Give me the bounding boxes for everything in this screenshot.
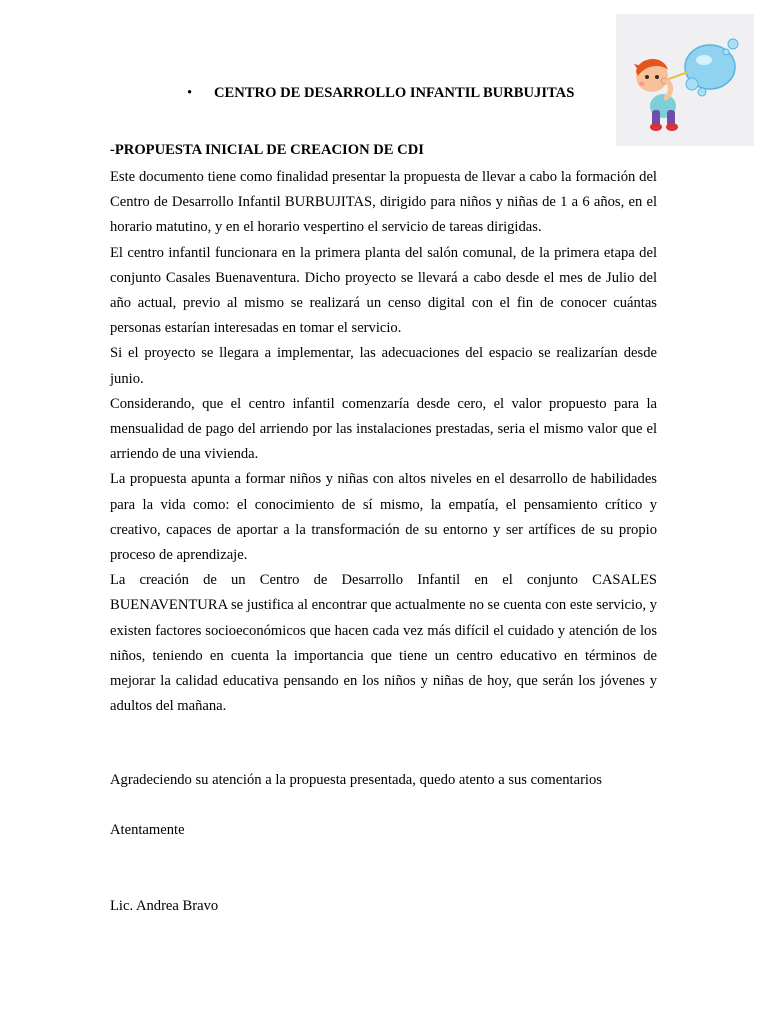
paragraph-purpose: Este documento tiene como finalidad presentar la propuesta de llevar a cabo la formación del Centro de Desarrollo Infantil BURBUJITAS, dirigido para niños y niñas de 1 a 6 años, en el horario matutino, y en el horario vespertino el servicio de tareas dirigidas.: [110, 169, 657, 236]
paragraph-location: El centro infantil funcionara en la primera planta del salón comunal, de la primera etapa del conjunto Casales Buenaventura. Dicho proyecto se llevará a cabo desde el mes de Julio del año actual, previo al mismo se realizará un censo digital con el fin de conocer cuántas personas estarían interesadas en tomar el servicio.: [110, 244, 657, 337]
heading-title: CENTRO DE DESARROLLO INFANTIL BURBUJITAS: [214, 85, 575, 101]
closing-thanks: Agradeciendo su atención a la propuesta presentada, quedo atento a sus comentarios: [110, 772, 602, 788]
burbujitas-logo: [616, 14, 754, 146]
proposal-subtitle: -PROPUESTA INICIAL DE CREACION DE CDI: [110, 142, 424, 158]
body-text: [110, 165, 657, 719]
paragraph-rent: Considerando, que el centro infantil comenzaría desde cero, el valor propuesto para la mensualidad de pago del arriendo por las instalaciones prestadas, seria el mismo valor que el arriendo de una vivienda.: [110, 395, 657, 463]
paragraph-adaptations: Si el proyecto se llegara a implementar, las adecuaciones del espacio se realizarían desde junio.: [110, 345, 657, 387]
child-blowing-bubbles-icon: [616, 14, 754, 146]
paragraph-justification: La creación de un Centro de Desarrollo Infantil en el conjunto CASALES BUENAVENTURA se justifica al encontrar que actualmente no se cuenta con este servicio, y existen factores socioeconómicos que hacen cada vez más difícil el cuidado y atención de los niños, teniendo en cuenta la importancia que tiene un centro educativo en términos de mejorar la calidad educativa pensando en los niños y niñas de hoy, que serán los jóvenes y adultos del mañana.: [110, 572, 657, 715]
signature: Lic. Andrea Bravo: [110, 898, 219, 914]
closing-regards: Atentamente: [110, 822, 185, 838]
document-heading: [187, 85, 574, 102]
bullet-icon: •: [187, 85, 193, 101]
paragraph-goals: La propuesta apunta a formar niños y niñas con altos niveles en el desarrollo de habilidades para la vida como: el conocimiento de sí mismo, la empatía, el pensamiento crítico y creativo, capaces de aportar a la transformación de su entorno y ser artífices de su propio proceso de aprendizaje.: [110, 471, 657, 564]
